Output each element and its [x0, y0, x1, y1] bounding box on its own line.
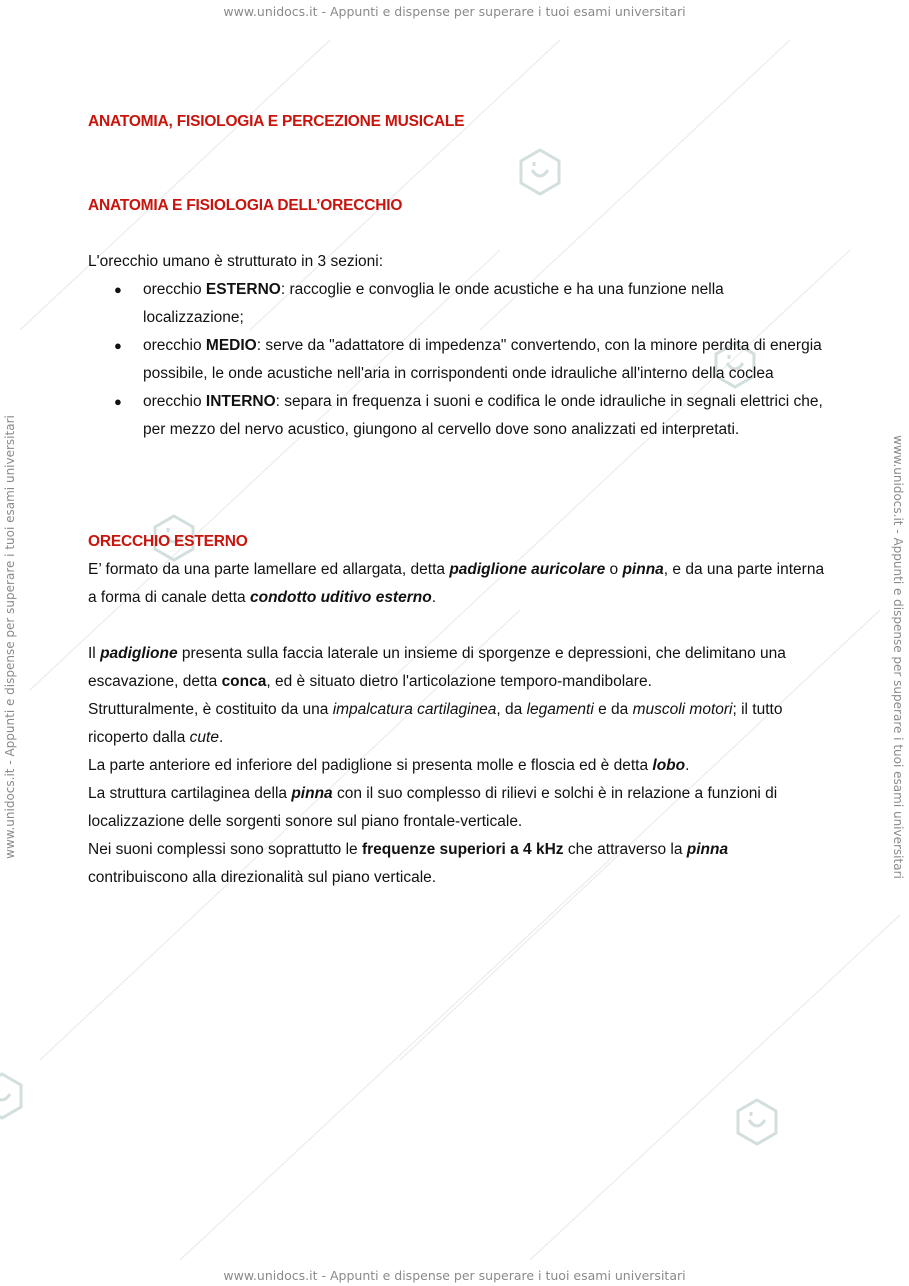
- paragraph-formato: E’ formato da una parte lamellare ed allargata, detta padiglione auricolare o pinna, e da una parte interna a forma di canale detta condotto uditivo esterno.: [88, 561, 825, 606]
- paragraph-padiglione: Il padiglione presenta sulla faccia laterale un insieme di sporgenze e depressioni, che delimitano una escavazione, detta conca, ed è situato dietro l'articolazione temporo-mandibolare.: [88, 645, 786, 690]
- paragraph-strutturalmente: Strutturalmente, è costituito da una impalcatura cartilaginea, da legamenti e da muscoli motori; il tutto ricoperto dalla cute.: [88, 701, 783, 746]
- document-title: ANATOMIA, FISIOLOGIA E PERCEZIONE MUSICALE: [88, 113, 465, 130]
- bold-term: MEDIO: [205, 337, 257, 354]
- watermark-banner-top: www.unidocs.it - Appunti e dispense per superare i tuoi esami universitari: [223, 4, 686, 19]
- section-title-anatomia: ANATOMIA E FISIOLOGIA DELL’ORECCHIO: [88, 197, 403, 214]
- paragraph-struttura-pinna: La struttura cartilaginea della pinna con il suo complesso di rilievi e solchi è in relazione a funzioni di localizzazione delle sorgenti sonore sul piano frontale-verticale.: [88, 785, 778, 830]
- bullet-icon: ●: [114, 282, 122, 297]
- document-content: [88, 108, 828, 892]
- paragraph-frequenze: Nei suoni complessi sono soprattutto le frequenze superiori a 4 kHz che attraverso la pinna contribuiscono alla direzionalità sul piano verticale.: [88, 841, 729, 886]
- bold-term: INTERNO: [205, 393, 276, 410]
- section-title-orecchio-esterno: ORECCHIO ESTERNO: [88, 533, 248, 550]
- watermark-banner-bottom: www.unidocs.it - Appunti e dispense per superare i tuoi esami universitari: [223, 1268, 686, 1283]
- watermark-side-left: www.unidocs.it - Appunti e dispense per superare i tuoi esami universitari: [3, 415, 17, 859]
- list-item: ● orecchio INTERNO: separa in frequenza i suoni e codifica le onde idrauliche in segnali elettrici che, per mezzo del nervo acustico, giungono al cervello dove sono analizzati ed interpretati.: [88, 388, 828, 444]
- paragraph-lobo: La parte anteriore ed inferiore del padiglione si presenta molle e floscia ed è detta lobo.: [88, 757, 690, 774]
- watermark-logo-icon: [738, 1100, 776, 1144]
- list-item: ● orecchio ESTERNO: raccoglie e convoglia le onde acustiche e ha una funzione nella localizzazione;: [88, 276, 828, 332]
- bullet-icon: ●: [114, 338, 122, 353]
- watermark-side-right: www.unidocs.it - Appunti e dispense per superare i tuoi esami universitari: [891, 435, 905, 879]
- bullet-icon: ●: [114, 394, 122, 409]
- watermark-logo-icon: [0, 1074, 21, 1118]
- list-item: ● orecchio MEDIO: serve da "adattatore di impedenza" convertendo, con la minore perdita di energia possibile, le onde acustiche nell'aria in corrispondenti onde idrauliche all'interno della coclea: [88, 332, 828, 388]
- sections-list: [88, 276, 828, 444]
- bold-term: ESTERNO: [205, 281, 281, 298]
- intro-paragraph: L'orecchio umano è strutturato in 3 sezioni:: [88, 253, 384, 270]
